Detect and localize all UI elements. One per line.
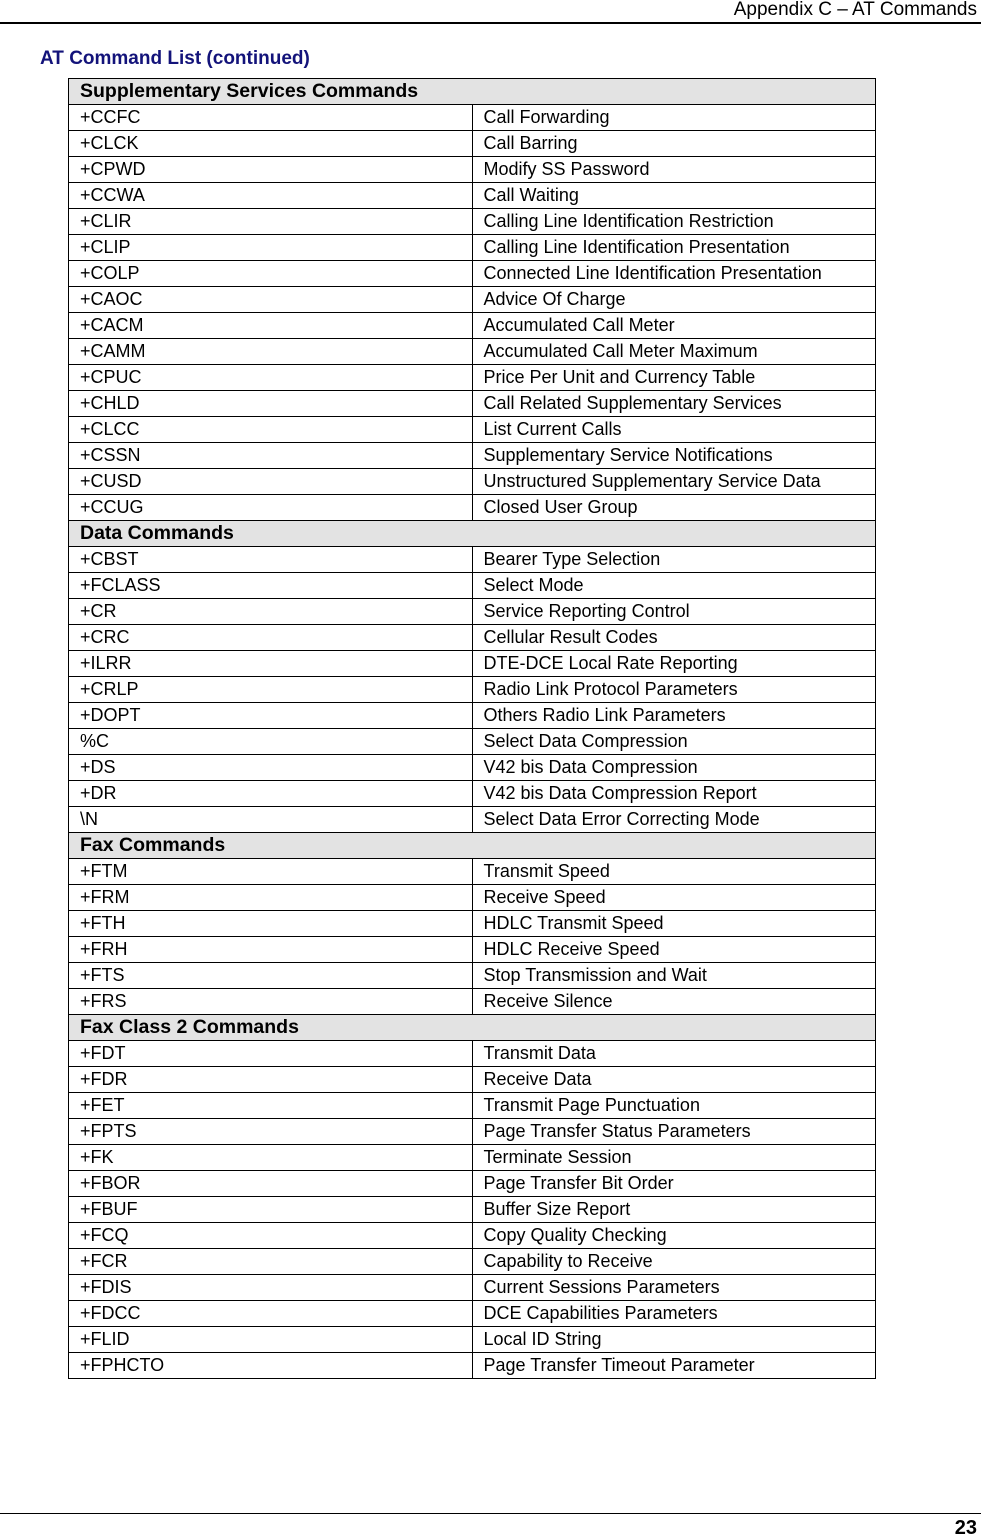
table-row xyxy=(69,1301,876,1327)
description-cell: Modify SS Password xyxy=(472,157,876,183)
table-row xyxy=(69,547,876,573)
table-row xyxy=(69,807,876,833)
command-cell: +FDIS xyxy=(69,1275,473,1301)
table-row xyxy=(69,469,876,495)
command-cell: +CUSD xyxy=(69,469,473,495)
command-cell: +FTM xyxy=(69,859,473,885)
description-cell: Call Related Supplementary Services xyxy=(472,391,876,417)
command-cell: +DS xyxy=(69,755,473,781)
group-header-row xyxy=(69,521,876,547)
description-cell: Radio Link Protocol Parameters xyxy=(472,677,876,703)
description-cell: Receive Data xyxy=(472,1067,876,1093)
table-row xyxy=(69,391,876,417)
table-row xyxy=(69,1275,876,1301)
description-cell: Terminate Session xyxy=(472,1145,876,1171)
table-row xyxy=(69,287,876,313)
command-cell: +FRM xyxy=(69,885,473,911)
description-cell: Page Transfer Timeout Parameter xyxy=(472,1353,876,1379)
table-row xyxy=(69,1197,876,1223)
command-cell: +FPHCTO xyxy=(69,1353,473,1379)
command-cell: +CCUG xyxy=(69,495,473,521)
command-cell: +DOPT xyxy=(69,703,473,729)
table-row xyxy=(69,1171,876,1197)
group-title: Supplementary Services Commands xyxy=(69,79,876,105)
group-header-row xyxy=(69,79,876,105)
table-row xyxy=(69,989,876,1015)
command-cell: \N xyxy=(69,807,473,833)
table-row xyxy=(69,1145,876,1171)
command-cell: +CACM xyxy=(69,313,473,339)
command-cell: +CAOC xyxy=(69,287,473,313)
description-cell: Stop Transmission and Wait xyxy=(472,963,876,989)
table-row xyxy=(69,105,876,131)
command-cell: +FBUF xyxy=(69,1197,473,1223)
command-cell: +CLIR xyxy=(69,209,473,235)
description-cell: Bearer Type Selection xyxy=(472,547,876,573)
table-row xyxy=(69,313,876,339)
description-cell: Accumulated Call Meter Maximum xyxy=(472,339,876,365)
group-header-row xyxy=(69,1015,876,1041)
table-row xyxy=(69,963,876,989)
description-cell: Accumulated Call Meter xyxy=(472,313,876,339)
table-row xyxy=(69,1119,876,1145)
table-row xyxy=(69,1223,876,1249)
description-cell: Transmit Speed xyxy=(472,859,876,885)
description-cell: Others Radio Link Parameters xyxy=(472,703,876,729)
table-row xyxy=(69,339,876,365)
table-row xyxy=(69,443,876,469)
description-cell: Select Data Error Correcting Mode xyxy=(472,807,876,833)
table-row xyxy=(69,885,876,911)
command-cell: +CBST xyxy=(69,547,473,573)
table-row xyxy=(69,911,876,937)
description-cell: V42 bis Data Compression xyxy=(472,755,876,781)
group-title: Data Commands xyxy=(69,521,876,547)
table-row xyxy=(69,755,876,781)
command-cell: +CLCK xyxy=(69,131,473,157)
command-cell: +FTS xyxy=(69,963,473,989)
command-cell: +FCR xyxy=(69,1249,473,1275)
table-row xyxy=(69,625,876,651)
command-cell: +FCLASS xyxy=(69,573,473,599)
table-row xyxy=(69,209,876,235)
description-cell: HDLC Receive Speed xyxy=(472,937,876,963)
command-cell: +FTH xyxy=(69,911,473,937)
description-cell: Unstructured Supplementary Service Data xyxy=(472,469,876,495)
description-cell: Current Sessions Parameters xyxy=(472,1275,876,1301)
table-row xyxy=(69,495,876,521)
description-cell: Supplementary Service Notifications xyxy=(472,443,876,469)
command-cell: +CPUC xyxy=(69,365,473,391)
description-cell: V42 bis Data Compression Report xyxy=(472,781,876,807)
table-row xyxy=(69,365,876,391)
description-cell: Closed User Group xyxy=(472,495,876,521)
page-number: 23 xyxy=(954,1517,977,1539)
description-cell: Transmit Data xyxy=(472,1041,876,1067)
table-row xyxy=(69,651,876,677)
group-header-row xyxy=(69,833,876,859)
table-row xyxy=(69,937,876,963)
table-row xyxy=(69,1041,876,1067)
description-cell: Price Per Unit and Currency Table xyxy=(472,365,876,391)
table-row xyxy=(69,1067,876,1093)
group-title: Fax Class 2 Commands xyxy=(69,1015,876,1041)
table-row xyxy=(69,599,876,625)
command-cell: %C xyxy=(69,729,473,755)
description-cell: Page Transfer Bit Order xyxy=(472,1171,876,1197)
group-title: Fax Commands xyxy=(69,833,876,859)
description-cell: Transmit Page Punctuation xyxy=(472,1093,876,1119)
command-cell: +FET xyxy=(69,1093,473,1119)
command-cell: +CHLD xyxy=(69,391,473,417)
table-row xyxy=(69,157,876,183)
command-cell: +COLP xyxy=(69,261,473,287)
table-row xyxy=(69,131,876,157)
description-cell: Buffer Size Report xyxy=(472,1197,876,1223)
command-cell: +FBOR xyxy=(69,1171,473,1197)
command-cell: +CPWD xyxy=(69,157,473,183)
description-cell: DCE Capabilities Parameters xyxy=(472,1301,876,1327)
description-cell: Local ID String xyxy=(472,1327,876,1353)
table-row xyxy=(69,703,876,729)
command-cell: +FDT xyxy=(69,1041,473,1067)
table-row xyxy=(69,677,876,703)
command-cell: +FPTS xyxy=(69,1119,473,1145)
command-cell: +FLID xyxy=(69,1327,473,1353)
command-cell: +ILRR xyxy=(69,651,473,677)
command-cell: +CCFC xyxy=(69,105,473,131)
command-cell: +FDCC xyxy=(69,1301,473,1327)
table-row xyxy=(69,859,876,885)
table-row xyxy=(69,235,876,261)
description-cell: Copy Quality Checking xyxy=(472,1223,876,1249)
description-cell: Receive Speed xyxy=(472,885,876,911)
page-footer xyxy=(0,1513,981,1514)
command-cell: +CLCC xyxy=(69,417,473,443)
description-cell: DTE-DCE Local Rate Reporting xyxy=(472,651,876,677)
description-cell: Call Barring xyxy=(472,131,876,157)
description-cell: Calling Line Identification Presentation xyxy=(472,235,876,261)
description-cell: Capability to Receive xyxy=(472,1249,876,1275)
command-cell: +CRC xyxy=(69,625,473,651)
description-cell: Connected Line Identification Presentation xyxy=(472,261,876,287)
command-cell: +CRLP xyxy=(69,677,473,703)
command-cell: +CAMM xyxy=(69,339,473,365)
description-cell: List Current Calls xyxy=(472,417,876,443)
description-cell: Select Mode xyxy=(472,573,876,599)
description-cell: Calling Line Identification Restriction xyxy=(472,209,876,235)
description-cell: Select Data Compression xyxy=(472,729,876,755)
table-row xyxy=(69,261,876,287)
header-title: Appendix C – AT Commands xyxy=(733,0,977,20)
command-cell: +CCWA xyxy=(69,183,473,209)
table-row xyxy=(69,1249,876,1275)
table-row xyxy=(69,1327,876,1353)
description-cell: Receive Silence xyxy=(472,989,876,1015)
description-cell: Call Waiting xyxy=(472,183,876,209)
page-header xyxy=(0,0,981,24)
at-command-table xyxy=(68,78,876,1379)
command-cell: +FCQ xyxy=(69,1223,473,1249)
table-row xyxy=(69,417,876,443)
table-row xyxy=(69,573,876,599)
table-row xyxy=(69,1353,876,1379)
command-cell: +CLIP xyxy=(69,235,473,261)
description-cell: HDLC Transmit Speed xyxy=(472,911,876,937)
table-row xyxy=(69,183,876,209)
description-cell: Cellular Result Codes xyxy=(472,625,876,651)
command-cell: +FRH xyxy=(69,937,473,963)
description-cell: Page Transfer Status Parameters xyxy=(472,1119,876,1145)
command-cell: +FK xyxy=(69,1145,473,1171)
table-row xyxy=(69,781,876,807)
at-command-table-body xyxy=(69,79,876,1379)
command-cell: +DR xyxy=(69,781,473,807)
table-row xyxy=(69,729,876,755)
command-cell: +CSSN xyxy=(69,443,473,469)
section-title: AT Command List (continued) xyxy=(40,48,310,69)
table-row xyxy=(69,1093,876,1119)
command-cell: +FRS xyxy=(69,989,473,1015)
command-cell: +CR xyxy=(69,599,473,625)
description-cell: Call Forwarding xyxy=(472,105,876,131)
description-cell: Advice Of Charge xyxy=(472,287,876,313)
description-cell: Service Reporting Control xyxy=(472,599,876,625)
command-cell: +FDR xyxy=(69,1067,473,1093)
